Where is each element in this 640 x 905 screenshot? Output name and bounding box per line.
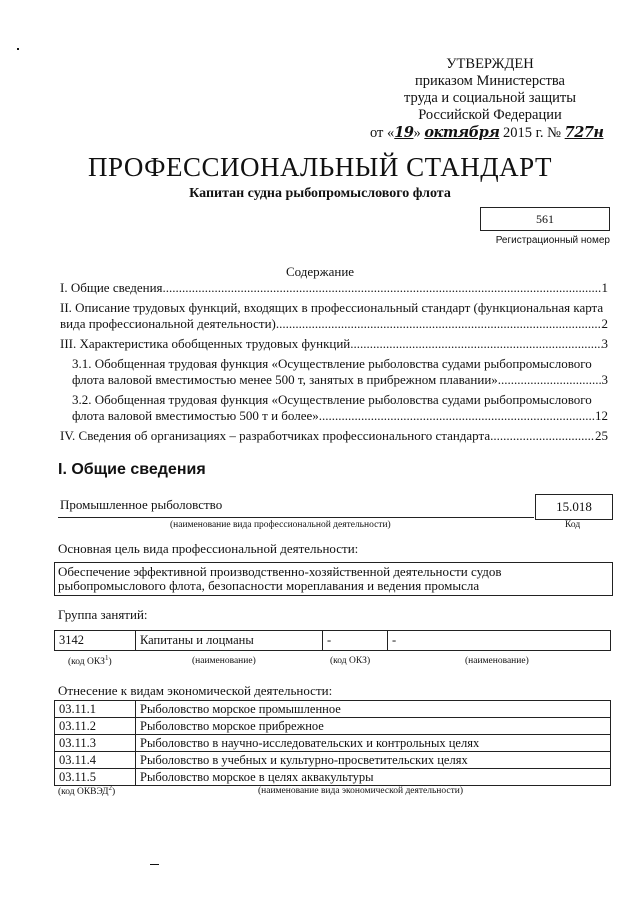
toc-item-3-2[interactable] — [72, 408, 608, 424]
registration-label: Регистрационный номер — [495, 235, 610, 246]
toc-item-text: III. Характеристика обобщенных трудовых функций — [60, 336, 351, 351]
okved-name-caption: (наименование вида экономической деятельности) — [258, 786, 463, 796]
toc-page: 12 — [595, 408, 608, 423]
toc-heading: Содержание — [285, 264, 355, 279]
approval-line-4: Российской Федерации — [418, 107, 562, 123]
scan-mark — [150, 864, 159, 865]
toc-leader — [350, 336, 601, 352]
okz-code-cell: 3142 — [55, 631, 136, 651]
okved-name-cell: Рыболовство морское прибрежное — [136, 718, 611, 735]
toc-item-text: флота валовой вместимостью менее 500 т, занятых в прибрежном плавании» — [72, 372, 498, 387]
okz-code-caption: (код ОКЗ$^1$) — [68, 654, 112, 668]
toc-page: 3 — [601, 372, 608, 387]
toc-item-general[interactable] — [60, 280, 608, 296]
okved-code-cell: 03.11.5 — [55, 769, 136, 786]
toc-item-text: I. Общие сведения — [60, 280, 163, 295]
toc-page: 3 — [601, 336, 608, 351]
okved-name-cell: Рыболовство в учебных и культурно-просветительских целях — [136, 752, 611, 769]
toc-item-functions[interactable] — [60, 316, 608, 332]
section-heading: I. Общие сведения — [58, 461, 206, 478]
occupation-group-table — [54, 630, 611, 651]
activity-caption: (наименование вида профессиональной деятельности) — [170, 520, 391, 530]
table-row — [55, 718, 611, 735]
document-title: ПРОФЕССИОНАЛЬНЫЙ СТАНДАРТ — [87, 152, 553, 182]
okz-name-caption: (наименование) — [192, 656, 256, 666]
okved-name-cell: Рыболовство морское в целях аквакультуры — [136, 769, 611, 786]
approval-line-2: приказом Министерства — [415, 73, 565, 89]
toc-item-developers[interactable] — [60, 428, 608, 444]
activity-underline — [58, 517, 534, 518]
toc-page: 2 — [601, 316, 608, 331]
table-row — [55, 701, 611, 718]
goal-box — [54, 562, 613, 596]
okved-name-cell: Рыболовство морское промышленное — [136, 701, 611, 718]
approval-date — [370, 124, 604, 142]
toc-item-text: флота валовой вместимостью 500 т и более» — [72, 408, 319, 423]
approval-title: УТВЕРЖДЕН — [446, 56, 534, 72]
date-month: октября — [424, 124, 500, 141]
code-caption: Код — [565, 520, 581, 530]
toc-leader — [276, 316, 602, 332]
activity-code-box: 15.018 — [535, 494, 613, 520]
okved-name-cell: Рыболовство в научно-исследовательских и контрольных целях — [136, 735, 611, 752]
toc-item-characteristics[interactable] — [60, 336, 608, 352]
okved-code-cell: 03.11.4 — [55, 752, 136, 769]
okved-code-caption: (код ОКВЭД$^2$) — [58, 784, 116, 798]
registration-number-box: 561 — [480, 207, 610, 231]
approval-line-3: труда и социальной защиты — [404, 90, 576, 106]
group-label: Группа занятий: — [58, 607, 148, 622]
toc-item-3-1[interactable] — [72, 372, 608, 388]
okved-code-cell: 03.11.1 — [55, 701, 136, 718]
toc-leader — [319, 408, 595, 424]
approval-block — [370, 56, 604, 142]
goal-line-2: рыбопромыслового флота, безопасности мореплавания и ведения промысла — [58, 578, 480, 593]
order-number: 727н — [564, 124, 604, 141]
toc-item-3-1-line1[interactable]: 3.1. Обобщенная трудовая функция «Осуществление рыболовства судами рыбопромыслового — [72, 356, 592, 371]
toc-leader — [490, 428, 595, 444]
toc-item-text: вида профессиональной деятельности) — [60, 316, 276, 331]
date-year: 2015 г. № — [499, 125, 565, 141]
scan-mark — [17, 48, 19, 50]
goal-line-1: Обеспечение эффективной производственно-хозяйственной деятельности судов — [58, 564, 502, 579]
goal-label: Основная цель вида профессиональной деятельности: — [58, 541, 359, 556]
table-row — [55, 752, 611, 769]
toc-page: 25 — [595, 428, 608, 443]
date-day: 19 — [394, 124, 414, 141]
toc-leader — [498, 372, 602, 388]
document-subtitle: Капитан судна рыбопромыслового флота — [189, 186, 451, 201]
okz-name-cell: - — [388, 631, 611, 651]
activity-name: Промышленное рыболовство — [60, 497, 223, 512]
okz-name-caption-2: (наименование) — [465, 656, 529, 666]
toc-page: 1 — [601, 280, 608, 295]
okz-name-cell: Капитаны и лоцманы — [136, 631, 323, 651]
toc-item-functions-line1[interactable]: II. Описание трудовых функций, входящих в профессиональный стандарт (функциональная карта — [60, 300, 604, 315]
economic-activity-table — [54, 700, 611, 786]
okz-code-cell: - — [323, 631, 388, 651]
okved-code-cell: 03.11.2 — [55, 718, 136, 735]
toc-item-text: IV. Сведения об организациях – разработчиках профессионального стандарта — [60, 428, 491, 443]
table-row — [55, 769, 611, 786]
table-row — [55, 631, 611, 651]
econ-label: Отнесение к видам экономической деятельности: — [58, 683, 333, 698]
okz-code-caption-2: (код ОКЗ) — [330, 656, 371, 666]
date-mid: » — [413, 125, 425, 141]
toc-leader — [163, 280, 602, 296]
table-row — [55, 735, 611, 752]
date-prefix: от « — [370, 125, 395, 141]
toc-item-3-2-line1[interactable]: 3.2. Обобщенная трудовая функция «Осуществление рыболовства судами рыбопромыслового — [72, 392, 592, 407]
okved-code-cell: 03.11.3 — [55, 735, 136, 752]
